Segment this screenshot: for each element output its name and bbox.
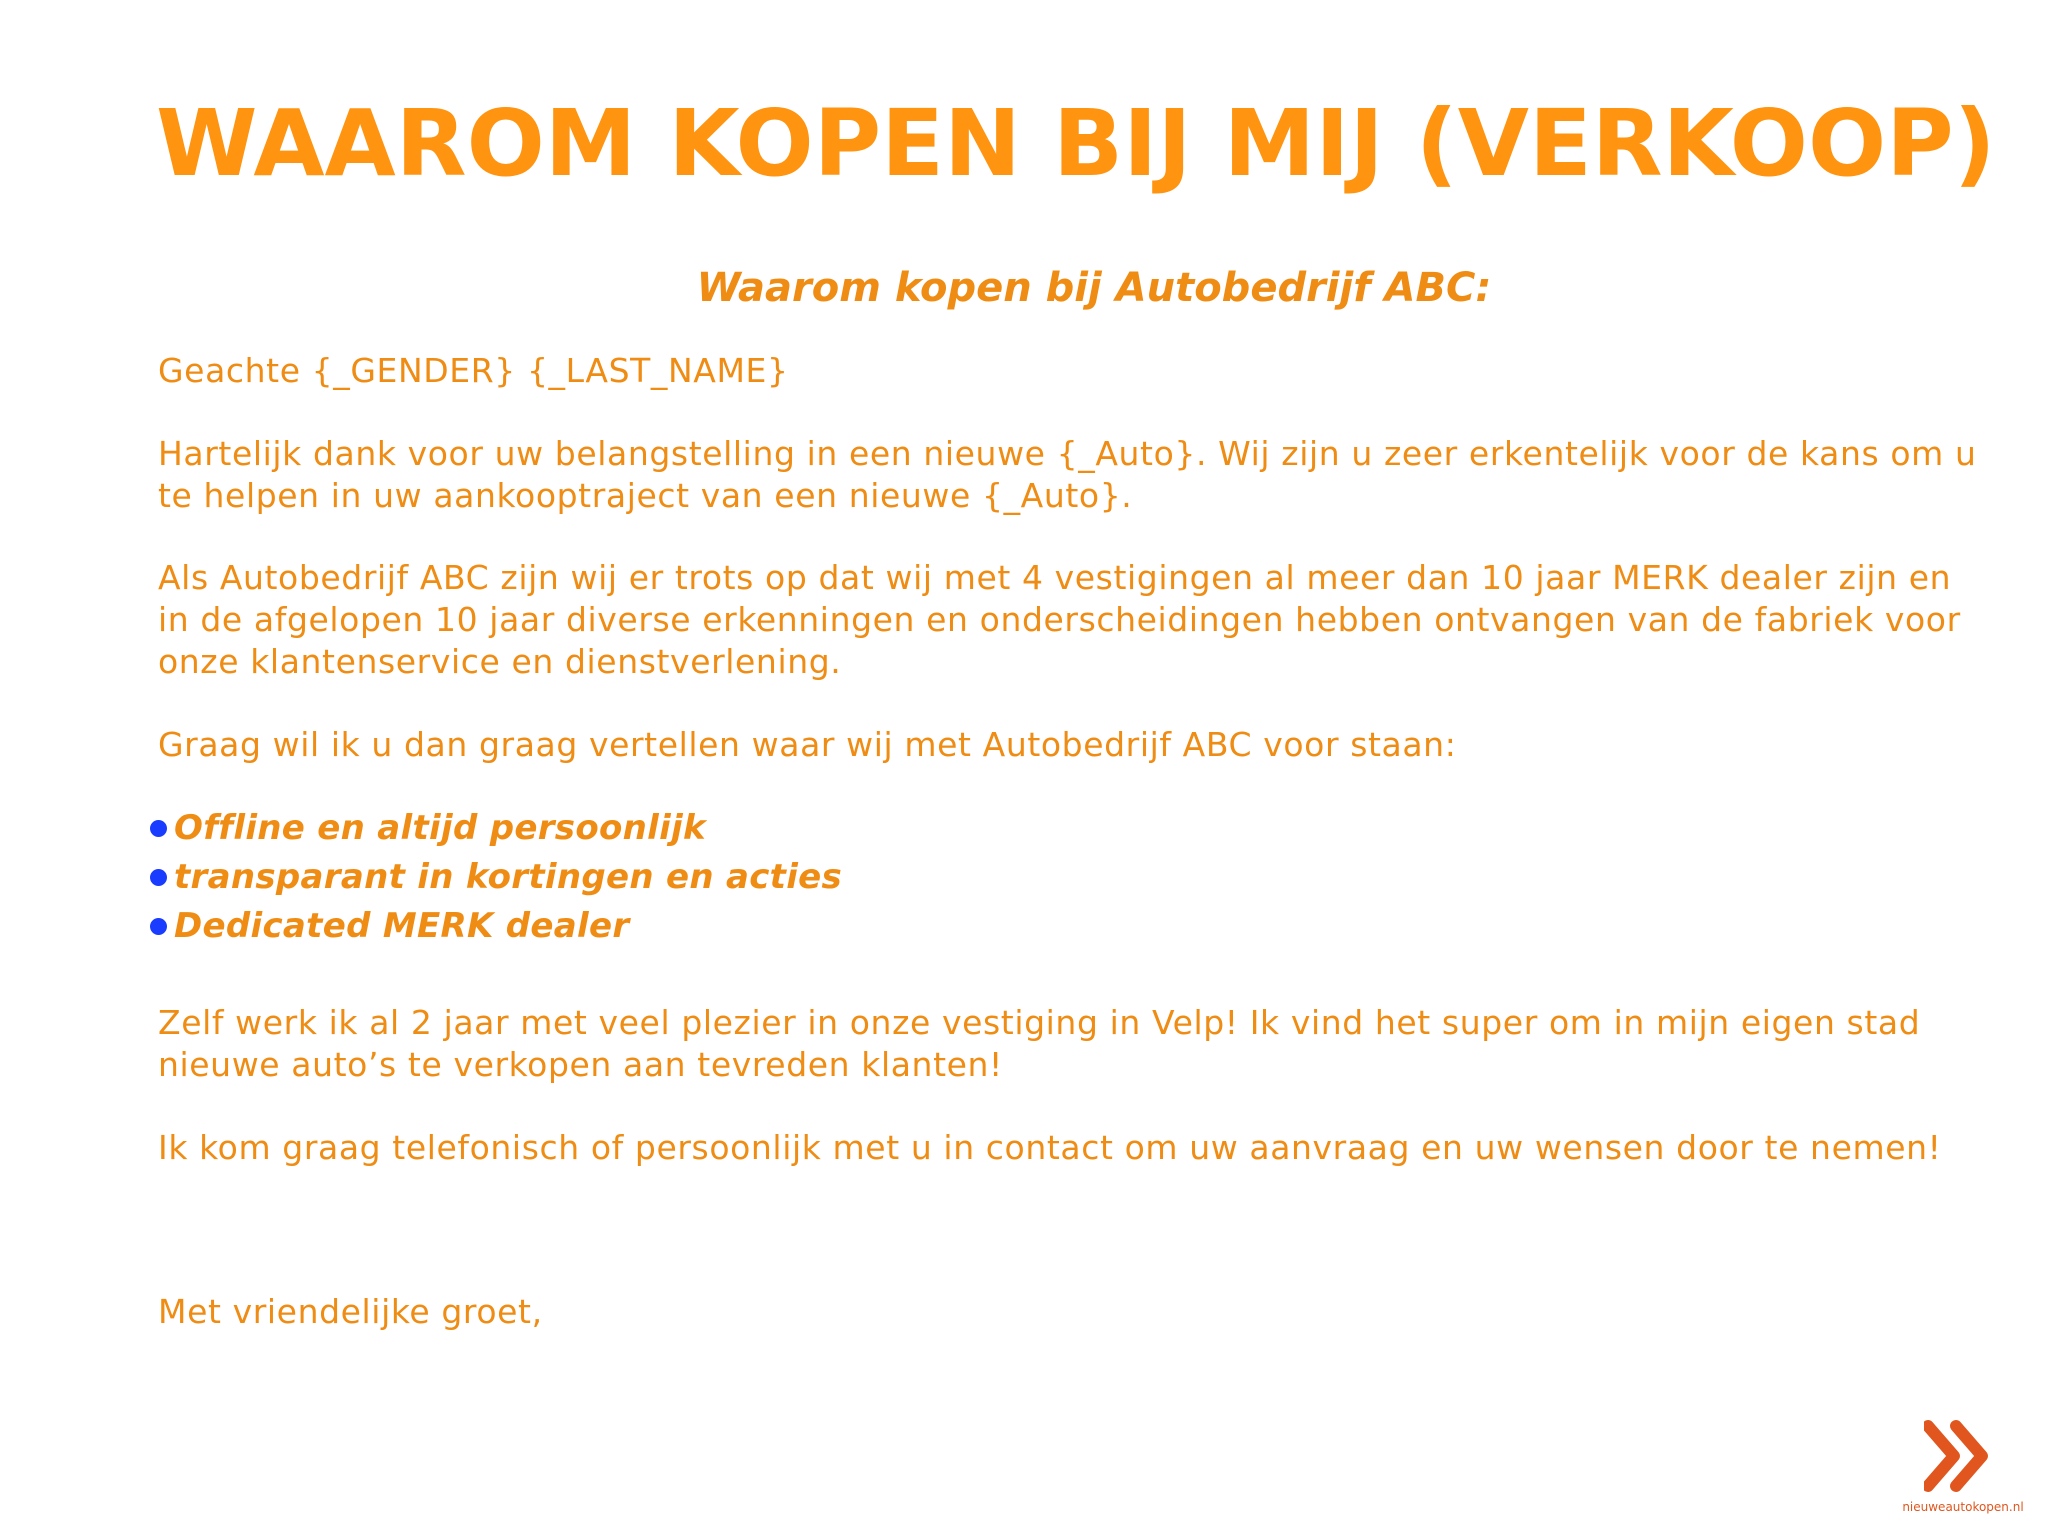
bullet-icon: [150, 820, 167, 837]
paragraph-intro-usps: Graag wil ik u dan graag vertellen waar wij met Autobedrijf ABC voor staan:: [158, 725, 1457, 764]
usp-item: [150, 804, 842, 853]
usp-label: Dedicated MERK dealer: [174, 906, 630, 946]
closing: Met vriendelijke groet,: [158, 1292, 543, 1331]
usp-list: [150, 804, 842, 951]
logo-text: nieuweautokopen.nl: [1902, 1500, 2024, 1514]
double-chevron-right-icon: [1924, 1418, 2000, 1494]
bullet-icon: [150, 869, 167, 886]
subheading: Waarom kopen bij Autobedrijf ABC:: [696, 265, 1492, 311]
usp-item: [150, 853, 842, 902]
salutation: Geachte {_GENDER} {_LAST_NAME}: [158, 351, 789, 390]
paragraph-contact: Ik kom graag telefonisch of persoonlijk met u in contact om uw aanvraag en uw wensen door te nemen!: [158, 1128, 1942, 1167]
usp-label: Offline en altijd persoonlijk: [174, 808, 706, 848]
paragraph-personal: Zelf werk ik al 2 jaar met veel plezier in onze vestiging in Velp! Ik vind het super om in mijn eigen stad nieuwe auto’s te verkopen aan tevreden klanten!: [158, 1003, 1921, 1084]
slide-title: WAAROM KOPEN BIJ MIJ (VERKOOP): [156, 90, 1996, 197]
usp-item: [150, 902, 842, 951]
brand-logo: [1898, 1418, 2028, 1528]
usp-label: transparant in kortingen en acties: [174, 857, 843, 897]
bullet-icon: [150, 918, 167, 935]
paragraph-thanks: Hartelijk dank voor uw belangstelling in een nieuwe {_Auto}. Wij zijn u zeer erkentelijk voor de kans om u te helpen in uw aankooptraject van een nieuwe {_Auto}.: [158, 434, 1977, 515]
paragraph-company: Als Autobedrijf ABC zijn wij er trots op dat wij met 4 vestigingen al meer dan 10 jaar MERK dealer zijn en in de afgelopen 10 jaar diverse erkenningen en onderscheidingen hebben ontvangen van de fabriek voor onze klantenservice en dienstverlening.: [158, 558, 1961, 681]
